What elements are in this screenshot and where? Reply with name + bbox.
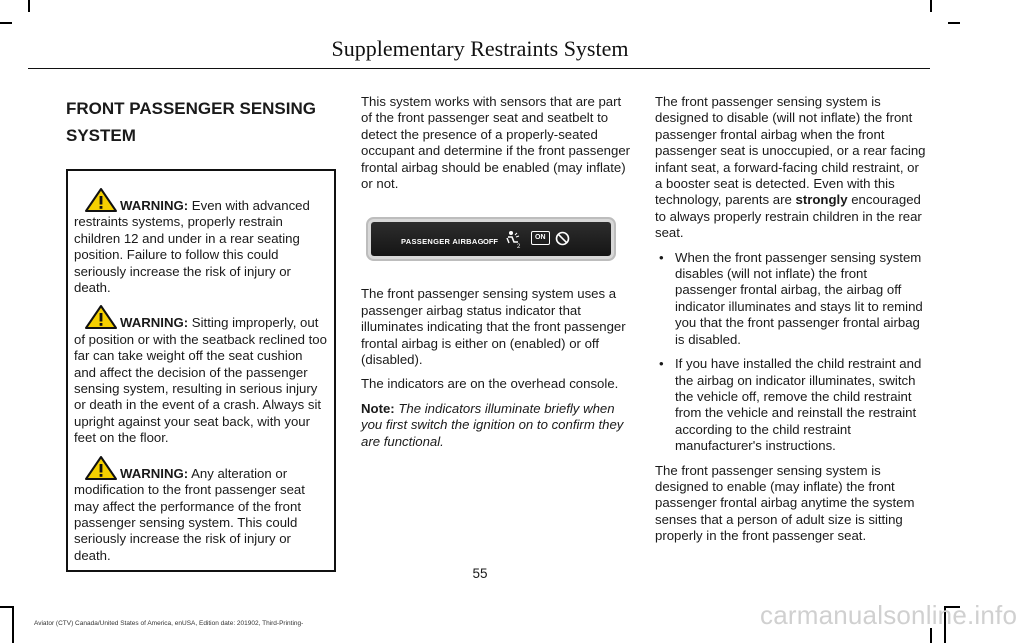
section-title-line: FRONT PASSENGER SENSING	[66, 99, 316, 118]
bullet-list	[655, 250, 927, 455]
bullet-dot: •	[659, 356, 664, 372]
header-rule	[28, 68, 930, 69]
crop-mark	[0, 22, 12, 24]
no-symbol-icon	[555, 231, 570, 246]
airbag-on-label: ON	[531, 231, 550, 245]
section-title-line: SYSTEM	[66, 126, 136, 145]
warning-label: WARNING:	[120, 198, 189, 213]
child-seat-icon	[505, 229, 523, 249]
warning-text: Even with advanced restraints systems, properly restrain children 12 and under in a rear seating position. Failure to follow this could seriously increase the risk of injury or death.	[74, 198, 310, 296]
svg-text:2: 2	[517, 244, 521, 251]
list-item-text: When the front passenger sensing system disables (will not inflate) the front passenger frontal airbag, the airbag off indicator illuminates and stays lit to remind you that the front passenger frontal airbag is disabled.	[675, 249, 923, 347]
airbag-indicator-panel	[371, 222, 611, 256]
warning-item	[74, 304, 328, 446]
page-number: 55	[472, 566, 488, 581]
crop-mark	[930, 0, 932, 12]
warning-text: Sitting improperly, out of position or with the seatback reclined too far can take weight off the seat cushion and affect the decision of the passenger sensing system, resulting in serious injury or death in the event of a crash. Always sit upright against your seat back, with your feet on the floor.	[74, 315, 327, 446]
location-paragraph: The indicators are on the overhead console.	[361, 376, 619, 392]
column-right	[655, 94, 927, 553]
warning-item	[74, 455, 328, 564]
crop-mark	[948, 22, 960, 24]
warning-box	[66, 169, 336, 572]
disable-paragraph	[655, 94, 927, 242]
crop-mark	[28, 0, 30, 12]
enable-paragraph: The front passenger sensing system is designed to enable (may inflate) the front passenger frontal airbag anytime the system senses that a person of adult size is sitting properly in the front passenger seat.	[655, 462, 915, 544]
watermark: carmanualsonline.info	[760, 600, 1017, 630]
warning-label: WARNING:	[120, 315, 189, 331]
column-middle	[361, 94, 633, 458]
list-item	[655, 250, 927, 348]
note-paragraph	[361, 401, 633, 450]
bullet-dot: •	[659, 249, 664, 265]
warning-triangle-icon	[84, 455, 118, 481]
paragraph-text: encouraged to always properly restrain children in the rear seat.	[655, 192, 922, 241]
page-header-title: Supplementary Restraints System	[331, 36, 629, 61]
crop-mark	[0, 606, 12, 608]
note-text: The indicators illuminate briefly when you first switch the ignition on to confirm they are functional.	[361, 400, 624, 449]
airbag-indicator-image	[371, 214, 611, 264]
crop-mark	[12, 606, 14, 643]
airbag-off-label: OFF	[483, 237, 498, 247]
indicator-paragraph: The front passenger sensing system uses a passenger airbag status indicator that illuminates indicating that the front passenger frontal airbag is either on (enabled) or off (disabled).	[361, 286, 626, 368]
warning-triangle-icon	[84, 304, 118, 330]
passenger-airbag-label: PASSENGER AIRBAG	[401, 237, 484, 247]
note-label: Note:	[361, 400, 395, 416]
list-item-text: If you have installed the child restraint and the airbag on indicator illuminates, switch the vehicle off, remove the child restraint from the vehicle and reinstall the restraint according to the child restraint manufacturer's instructions.	[675, 356, 922, 454]
footer-edition: Aviator (CTV) Canada/United States of America, enUSA, Edition date: 201902, Third-Printing-	[34, 620, 304, 627]
warning-text: Any alteration or modification to the front passenger seat may affect the performance of the front passenger sensing system. This could seriously increase the risk of injury or death.	[74, 465, 305, 563]
intro-paragraph: This system works with sensors that are part of the front passenger seat and seatbelt to detect the presence of a properly-seated occupant and determine if the front passenger frontal airbag should be enabled (may inflate) or not.	[361, 94, 631, 192]
emphasis-text: strongly	[795, 192, 848, 208]
warning-item	[74, 187, 328, 296]
paragraph-text: The front passenger sensing system is designed to disable (will not inflate) the front passenger frontal airbag when the front passenger seat is unoccupied, or a rear facing infant seat, a forward-facing child restraint, or a booster seat is detected. Even with this technology, parents are	[655, 94, 926, 208]
warning-label: WARNING:	[120, 465, 189, 481]
warning-triangle-icon	[84, 187, 118, 213]
section-title	[66, 98, 336, 147]
list-item	[655, 356, 927, 454]
column-left	[66, 94, 336, 572]
